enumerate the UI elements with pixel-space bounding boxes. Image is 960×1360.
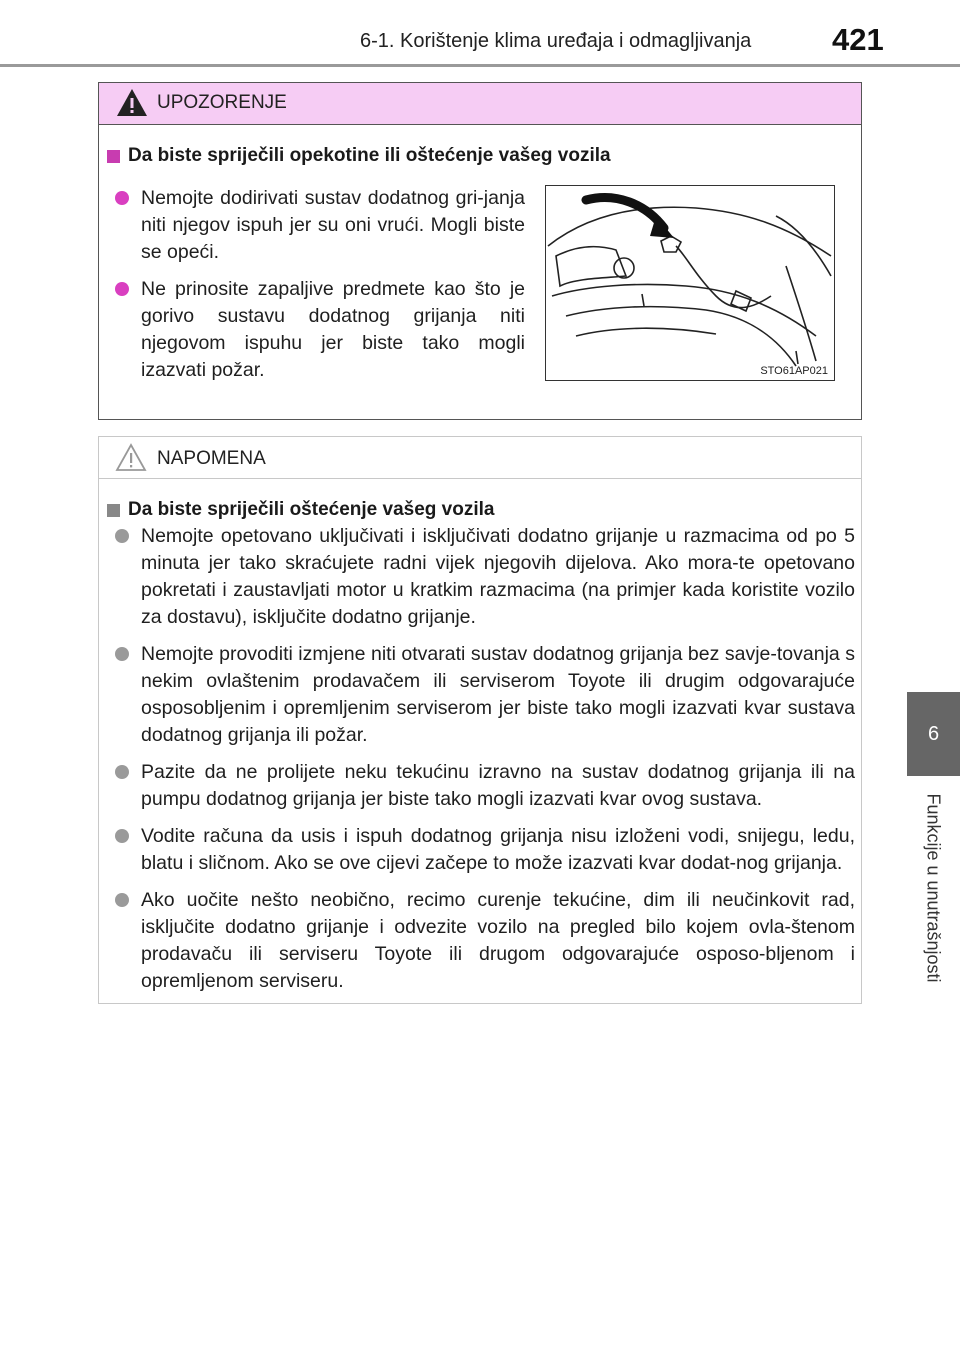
- warning-section-title: [107, 145, 611, 167]
- notice-bullet-list: [115, 523, 855, 1005]
- running-header-title: 6-1. Korištenje klima uređaja i odmagljivanja: [360, 30, 752, 52]
- list-item: Ako uočite nešto neobično, recimo curenje tekućine, dim ili neučinkovit rad, isključite dodatno grijanje i odvezite vozilo na pregled bilo kojem ovla-štenom prodavaču ili serviseru Toyote ili drugom odgovarajuće osposo-bljenom i opremljenom serviseru.: [115, 887, 855, 995]
- bullet-dot-icon: [115, 829, 129, 843]
- bullet-dot-icon: [115, 647, 129, 661]
- notice-section-title-text: Da biste spriječili oštećenje vašeg vozila: [128, 499, 495, 520]
- chapter-number: 6: [927, 722, 940, 745]
- chapter-label: Funkcije u unutrašnjosti: [923, 793, 944, 983]
- section-square-icon: [107, 504, 120, 517]
- heater-illustration: [545, 185, 835, 381]
- page-number: 421: [832, 22, 884, 57]
- bullet-dot-icon: [115, 893, 129, 907]
- caution-triangle-icon: [115, 443, 147, 473]
- warning-label: UPOZORENJE: [157, 92, 287, 113]
- list-item: Vodite računa da usis i ispuh dodatnog grijanja nisu izloženi vodi, snijegu, ledu, blatu i sličnom. Ako se ove cijevi začepe to može izazvati kvar dodat-nog grijanja.: [115, 823, 855, 877]
- notice-section-title: [107, 499, 494, 521]
- list-item: Ne prinosite zapaljive predmete kao što je gorivo sustavu dodatnog grijanja niti njegovom ispuhu jer biste tako mogli izazvati požar.: [115, 276, 525, 384]
- warning-header: [99, 83, 861, 125]
- list-item: Nemojte provoditi izmjene niti otvarati sustav dodatnog grijanja bez savje-tovanja s nekim ovlaštenim prodavačem ili serviserom Toyote ili drugim odgovarajuće osposobljenim i opremljenim serviserom jer biste tako mogli izazvati kvar sustava dodatnog grijanja ili požar.: [115, 641, 855, 749]
- list-item: Nemojte dodirivati sustav dodatnog gri-janja niti njegov ispuh jer su oni vrući. Mogli biste se opeći.: [115, 185, 525, 266]
- warning-triangle-icon: [115, 87, 149, 119]
- section-square-icon: [107, 150, 120, 163]
- bullet-dot-icon: [115, 765, 129, 779]
- car-front-heater-icon: [546, 186, 833, 379]
- warning-bullet-list: [115, 185, 525, 394]
- notice-box: [98, 436, 862, 1004]
- illustration-code: STO61AP021: [760, 365, 828, 377]
- bullet-dot-icon: [115, 191, 129, 205]
- warning-section-title-text: Da biste spriječili opekotine ili oštećenje vašeg vozila: [128, 145, 611, 166]
- bullet-dot-icon: [115, 282, 129, 296]
- header-divider: [0, 64, 960, 67]
- bullet-dot-icon: [115, 529, 129, 543]
- notice-label: NAPOMENA: [157, 448, 266, 469]
- notice-header: [99, 437, 861, 479]
- list-item: Nemojte opetovano uključivati i isključivati dodatno grijanje u razmacima od po 5 minuta jer tako skraćujete radni vijek njegovih dijelova. Ako mora-te opetovano pokretati i zaustavljati motor u kratkim razmacima (na primjer kada koristite vozilo za dostavu), isključite dodatno grijanje.: [115, 523, 855, 631]
- chapter-tab: [907, 692, 960, 776]
- list-item: Pazite da ne prolijete neku tekućinu izravno na sustav dodatnog grijanja ili na pumpu dodatnog grijanja jer biste tako mogli izazvati kvar ovog sustava.: [115, 759, 855, 813]
